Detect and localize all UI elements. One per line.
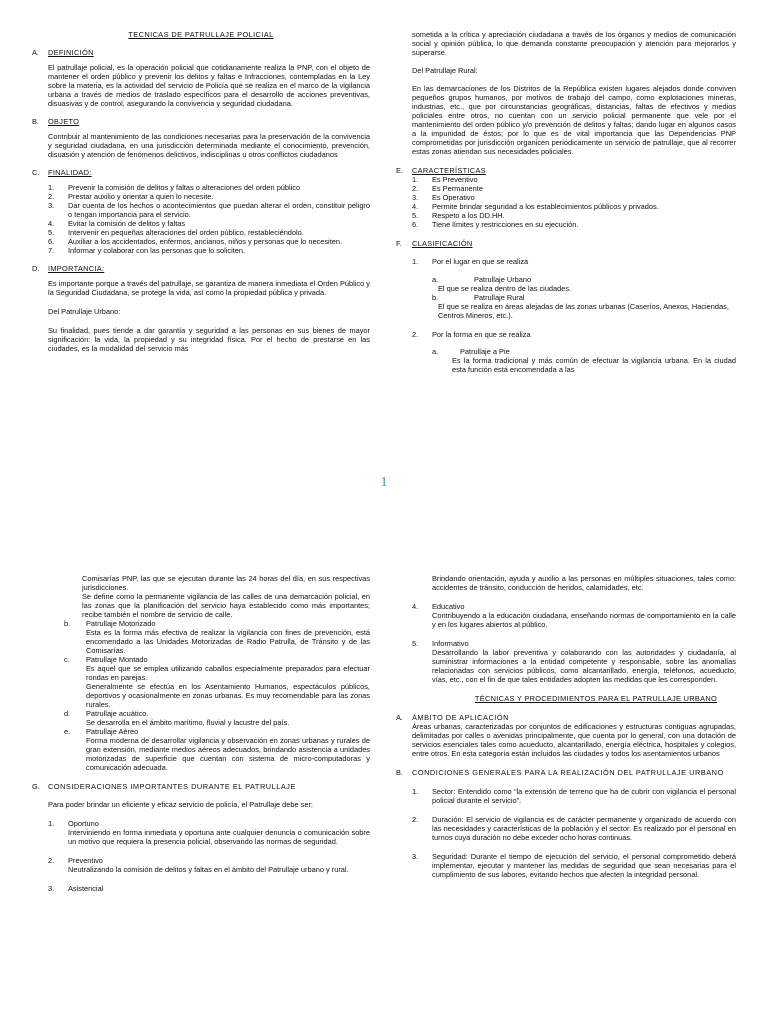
list-item: 6. Tiene límites y restricciones en su ejecución.: [412, 220, 579, 229]
document-title: TECNICAS DE PATRULLAJE POLICIAL: [128, 30, 274, 39]
section-title: CONDICIONES GENERALES PARA LA REALIZACIÓN DEL PATRULLAJE URBANO: [412, 768, 724, 777]
objective-paragraph: Contribuir al mantenimiento de las condiciones necesarias para la preservación de la convivencia y seguridad ciudadana, en una jurisdicción determinada mediante el conocimiento, prevención, disuasión y atención de fenómenos delictivos, indisciplinas u otros conflictos ciudadanos: [48, 132, 370, 159]
section-letter: C.: [32, 168, 40, 177]
section-letter: B.: [396, 768, 403, 777]
page1-left-column: [32, 30, 370, 353]
page-number: 1: [380, 475, 388, 490]
section-title: CLASIFICACIÓN: [412, 239, 473, 248]
list-item: 6. Auxiliar a los accidentados, enfermos, ancianos, niños y personas que lo necesiten.: [48, 237, 343, 246]
document-page-2: [0, 560, 768, 1024]
section-title-urban-techniques: TÉCNICAS Y PROCEDIMIENTOS PARA EL PATRULLAJE URBANO: [474, 694, 718, 703]
scope-paragraph: Áreas urbanas, caracterizadas por conjuntos de edificaciones y estructuras contiguas agrupadas, delimitadas por calles o avenidas principalmente, que cuenta por lo general, con una dotación de servicios esenciales tales como acueducto, alcantarillado, energía eléctrica, hospitales y colegios, entre otros. En esta categoría están incluidos las ciudades y todos los asentamientos urbanos: [412, 722, 736, 758]
list-item: 3. Dar cuenta de los hechos o acontecimientos que puedan alterar el orden, constituir peligro o tengan importancia para el servicio.: [48, 201, 370, 219]
section-title: DEFINICIÓN: [48, 48, 94, 57]
page2-right-column: [396, 574, 736, 879]
section-title: OBJETO: [48, 117, 80, 126]
section-letter: G.: [32, 782, 40, 791]
section-title: IMPORTANCIA:: [48, 264, 105, 273]
assistance-continuation: Brindando orientación, ayuda y auxilio a las personas en múltiples situaciones, tales como: accidentes de tránsito, conducción de heridos, calamidades, etc.: [432, 574, 736, 592]
list-item: 3. Seguridad: Durante el tiempo de ejecución del servicio, el personal comprometido deberá implementar, ejecutar y mantener las medidas de seguridad que sean necesarias para el cumplimiento de sus labores, evitando hechos que afecten la integridad personal.: [412, 852, 736, 879]
section-letter: D.: [32, 264, 40, 273]
urban-patrol-paragraph: Su finalidad, pues tiende a dar garantía y seguridad a las personas en sus bienes de mayor significación: la vida, la propiedad y su integridad física. Por el hecho de prestarse en las ciudades, es la modalidad del servicio más: [48, 326, 370, 353]
rural-patrol-label: Del Patrullaje Rural:: [412, 66, 478, 75]
list-item: 3. Asistencial: [48, 884, 104, 893]
section-title: CONSIDERACIONES IMPORTANTES DURANTE EL PATRULLAJE: [48, 782, 296, 791]
page1-right-column: [396, 30, 736, 374]
patrol-types-list: [64, 619, 370, 772]
rural-patrol-item: b. Patrullaje Rural El que se realiza en áreas alejadas de las zonas urbanas (Caseríos, Anexos, Haciendas, Centros Mineros, etc.).: [432, 293, 729, 320]
list-item: 5. Intervenir en pequeñas alteraciones del orden público, restableciéndolo.: [48, 228, 304, 237]
section-e-heading: [396, 166, 736, 175]
section-letter: F.: [396, 239, 402, 248]
continuation-paragraph: sometida a la crítica y apreciación ciudadana a través de los órganos y medios de comunicación social y opinión pública, lo que demanda constante preocupación y atención para mejorarlos y superarse.: [412, 30, 736, 57]
section-d-heading: [32, 264, 370, 273]
continuation-paragraph: Comisarías PNP, las que se ejecutan durante las 24 horas del día, en sus respectivas jurisdicciones.: [82, 574, 370, 592]
list-item: e. Patrullaje Aéreo Forma moderna de desarrollar vigilancia y observación en zonas urbanas y rurales de gran extensión, mediante medios aéreos adecuados, brindando asistencia a unidades motorizadas de superficie que cuentan con sistema de micro-computadoras y comunicación adecuada.: [64, 727, 370, 772]
rural-patrol-paragraph: En las demarcaciones de los Distritos de la República existen lugares alejados donde conviven pequeños grupos humanos, por motivos de trabajo del campo, como explotaciones mineras, industrias, etc., que por circunstancias geográficas, distancias, faltas de efectivos y medios policiales entre otros, no cuentan con un servicio policial permanente que vele por el mantenimiento del orden público y/o prevención de delitos y faltas; dando lugar en algunos casos a la impunidad de éstos; por lo que es de vital importancia que las Dependencias PNP comprometidas por jurisdicción organicen periódicamente un servicio de patrullaje, que al recorrer estas zonas atiendan sus necesidades policiales.: [412, 84, 736, 156]
section-title: FINALIDAD:: [48, 168, 92, 177]
list-item: 4. Permite brindar seguridad a los establecimientos públicos y privados.: [412, 202, 659, 211]
list-item: 2. Duración: El servicio de vigilancia es de carácter permanente y organizado de acuerdo con las necesidades y características de la población y el sector. Es realizado por el personal en turnos cuya duración no debe exceder ocho horas continuas.: [412, 815, 736, 842]
list-item: c. Patrullaje Montado Es aquel que se emplea utilizando caballos especialmente preparados para efectuar rondas en parejas. Generalmente se efectúa en los Asentamiento Humanos, espectáculos públicos, deportivos y ocasionalmente en zonas urbanas. Es muy recomendable para las zonas rurales.: [64, 655, 370, 709]
list-item: 2. Preventivo Neutralizando la comisión de delitos y faltas en el ámbito del Patrullaje urbano y rural.: [48, 856, 349, 874]
section-title: ÁMBITO DE APLICACIÓN: [412, 713, 509, 722]
section-f-heading: [396, 239, 736, 248]
list-item: 4. Educativo Contribuyendo a la educación ciudadana, enseñando normas de comportamiento en la calle y en los lugares abiertos al público.: [412, 602, 736, 629]
considerations-intro: Para poder brindar un eficiente y eficaz servicio de policía, el Patrullaje debe ser:: [48, 800, 313, 809]
list-item: 1. Oportuno Interviniendo en forma inmediata y oportuna ante cualquier denuncia o comunicación sobre un motivo que requiera la presencia policial, observando las normas de seguridad.: [48, 819, 370, 846]
classification-by-form: 2. Por la forma en que se realiza: [412, 330, 531, 339]
list-item: 1. Es Preventivo: [412, 175, 478, 184]
section-letter: A.: [396, 713, 403, 722]
document-page-1: [0, 0, 768, 505]
urban-patrol-item: a. Patrullaje Urbano El que se realiza dentro de las ciudades.: [432, 275, 572, 293]
classification-by-place: 1. Por el lugar en que se realiza: [412, 257, 529, 266]
urban-patrol-label: Del Patrullaje Urbano:: [48, 307, 121, 316]
list-item: 7. Informar y colaborar con las personas que lo soliciten.: [48, 246, 246, 255]
list-item: 1. Sector: Entendido como “la extensión de terreno que ha de cubrir con vigilancia el personal policial durante el servicio”.: [412, 787, 736, 805]
list-item: 2. Prestar auxilio y orientar a quien lo necesite.: [48, 192, 214, 201]
importance-paragraph: Es importante porque a través del patrullaje, se garantiza de manera inmediata el Orden Público y la Seguridad Ciudadana, se protege la vida, así como la propiedad pública y privada.: [48, 279, 370, 297]
list-item: 2. Es Permanente: [412, 184, 483, 193]
definition-paragraph: El patrullaje policial, es la operación policial que cotidianamente realiza la PNP, con el objeto de mantener el orden público y prevenir los delitos y faltas e Infracciones, contempladas en la Ley sobre la materia, es la actividad del servicio de Policía que se realiza en el marco de la vigilancia urbana a través de medios de traslado específicos para el desarrollo de acciones preventivas, disuasivas y de control, asegurando la convivencia y seguridad ciudadana.: [48, 63, 370, 108]
section-letter: A.: [32, 48, 39, 57]
list-item: 3. Es Operativo: [412, 193, 475, 202]
section-a-heading: [396, 713, 736, 722]
section-title: CARACTERÍSTICAS: [412, 166, 486, 175]
section-a-heading: [32, 48, 370, 57]
street-service-paragraph: Se define como la permanente vigilancia de las calles de una demarcación policial, en las zonas que la planificación del servicio haya establecido como más importantes; recibe también el nombre de servicio de calle.: [82, 592, 370, 619]
section-g-heading: [32, 782, 370, 791]
section-b-heading: [396, 768, 736, 777]
section-letter: B.: [32, 117, 39, 126]
foot-patrol-item: a. Patrullaje a Pie Es la forma tradicional y más común de efectuar la vigilancia urbana. En la ciudad esta función está encomendada a las: [432, 347, 736, 374]
purpose-list: [48, 183, 370, 255]
section-letter: E.: [396, 166, 403, 175]
section-c-heading: [32, 168, 370, 177]
list-item: d. Patrullaje acuático. Se desarrolla en el ámbito marítimo, fluvial y lacustre del país.: [64, 709, 290, 727]
list-item: 4. Evitar la comisión de delitos y faltas: [48, 219, 186, 228]
list-item: 5. Informativo Desarrollando la labor preventiva y colaborando con las autoridades y ciudadanía, al suministrar informaciones a la entidad competente y responsable, sobre las anomalías relacionadas con servicios públicos, como alcantarillado, energía, teléfonos, acueducto, vías, etc., con el fin de que tales entidades adopten las medidas que les corresponden.: [412, 639, 736, 684]
list-item: 1. Prevenir la comisión de delitos y faltas o alteraciones del orden público: [48, 183, 301, 192]
section-b-heading: [32, 117, 370, 126]
characteristics-list: [412, 175, 736, 229]
list-item: 5. Respeto a los DD.HH.: [412, 211, 505, 220]
page2-left-column: [32, 574, 370, 893]
list-item: b. Patrullaje Motorizado Esta es la forma más efectiva de realizar la vigilancia con fines de prevención, está encomendado a las Unidades Motorizadas de Radio Patrulla, de Tránsito y de las Comisarías.: [64, 619, 370, 655]
